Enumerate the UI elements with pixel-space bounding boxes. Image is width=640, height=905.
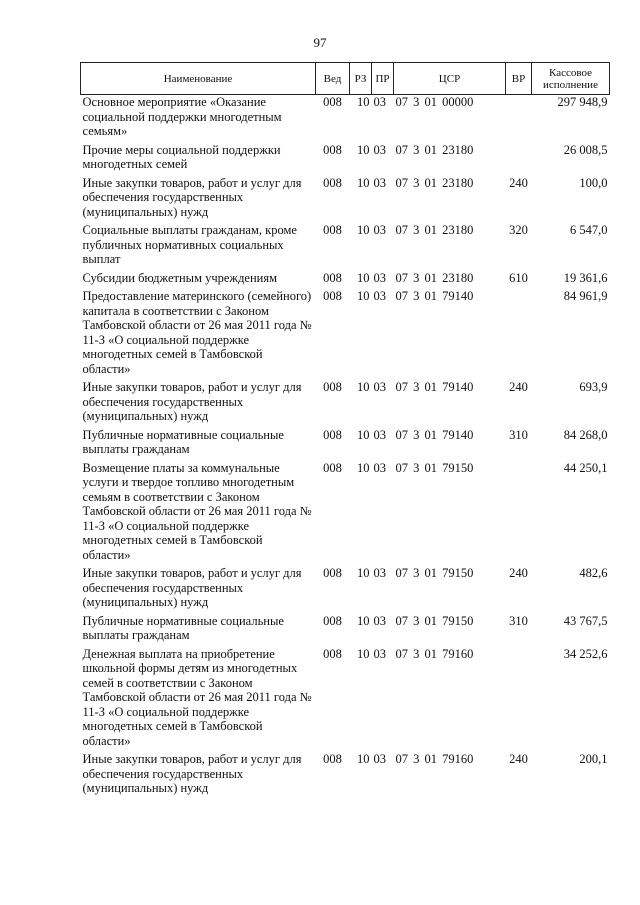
row-amount: 26 008,5 — [563, 142, 608, 157]
row-vr: 240 — [509, 566, 528, 580]
row-pr: 03 — [373, 380, 386, 394]
row-csr: 07 3 01 79140 — [395, 427, 474, 442]
row-vr: 310 — [509, 427, 528, 442]
row-amount: 693,9 — [579, 380, 608, 394]
row-amount: 100,0 — [579, 175, 608, 190]
row-csr: 07 3 01 79140 — [395, 289, 474, 303]
row-csr: 07 3 01 79150 — [395, 460, 474, 475]
row-csr: 07 3 01 79140 — [395, 380, 474, 394]
row-rz: 10 — [357, 427, 370, 442]
row-rz: 10 — [357, 95, 370, 109]
row-amount: 297 948,9 — [557, 95, 608, 109]
table-row — [81, 461, 610, 567]
page-number: 97 — [313, 35, 327, 50]
table-row — [81, 566, 610, 614]
row-ved: 008 — [323, 142, 342, 157]
table-row — [81, 271, 610, 290]
row-name: Публичные нормативные социальные выплаты гражданам — [82, 427, 284, 456]
row-pr: 03 — [373, 289, 386, 303]
table-row — [81, 380, 610, 428]
row-pr: 03 — [373, 95, 386, 109]
header-ved: Вед — [316, 63, 350, 95]
table-row — [81, 143, 610, 176]
row-amount: 43 767,5 — [563, 613, 608, 628]
row-vr: 320 — [509, 223, 528, 237]
row-amount: 19 361,6 — [563, 270, 608, 285]
row-name: Иные закупки товаров, работ и услуг для обеспечения государственных (муниципальных) нужд — [82, 566, 302, 609]
row-name: Иные закупки товаров, работ и услуг для обеспечения государственных (муниципальных) нужд — [82, 175, 302, 219]
header-vr: ВР — [506, 63, 532, 95]
row-vr — [506, 647, 532, 753]
row-pr: 03 — [373, 646, 386, 661]
row-rz: 10 — [357, 223, 370, 237]
row-pr: 03 — [373, 270, 386, 285]
row-csr: 07 3 01 79150 — [395, 566, 474, 580]
row-name: Предоставление материнского (семейного) капитала в соответствии с Законом Тамбовской области от 26 мая 2011 года № 11-З «О социальной поддержке многодетных семей в Тамбовской области» — [82, 289, 312, 376]
row-pr: 03 — [373, 142, 386, 157]
row-pr: 03 — [373, 613, 386, 628]
table-row — [81, 752, 610, 800]
row-amount: 200,1 — [579, 752, 608, 766]
row-amount: 84 268,0 — [563, 427, 608, 442]
row-ved: 008 — [323, 95, 342, 109]
budget-table — [80, 62, 610, 800]
row-ved: 008 — [323, 646, 342, 661]
row-rz: 10 — [357, 566, 370, 580]
header-amount: Кассовое исполнение — [532, 63, 610, 95]
row-rz: 10 — [357, 646, 370, 661]
row-amount: 6 547,0 — [570, 223, 608, 237]
header-csr: ЦСР — [394, 63, 506, 95]
row-ved: 008 — [323, 752, 342, 766]
row-csr: 07 3 01 00000 — [395, 95, 474, 109]
row-name: Прочие меры социальной поддержки многодетных семей — [82, 142, 281, 171]
row-ved: 008 — [323, 289, 342, 303]
row-name: Социальные выплаты гражданам, кроме публичных нормативных социальных выплат — [82, 223, 297, 266]
row-amount: 482,6 — [579, 566, 608, 580]
row-amount: 34 252,6 — [563, 646, 608, 661]
row-rz: 10 — [357, 380, 370, 394]
row-name: Публичные нормативные социальные выплаты гражданам — [82, 613, 284, 642]
row-ved: 008 — [323, 613, 342, 628]
row-pr: 03 — [373, 223, 386, 237]
row-rz: 10 — [357, 289, 370, 303]
row-vr — [506, 143, 532, 176]
row-ved: 008 — [323, 566, 342, 580]
row-amount: 84 961,9 — [563, 289, 608, 303]
row-rz: 10 — [357, 460, 370, 475]
row-csr: 07 3 01 79160 — [395, 646, 474, 661]
row-ved: 008 — [323, 427, 342, 442]
row-name: Иные закупки товаров, работ и услуг для обеспечения государственных (муниципальных) нужд — [82, 752, 302, 795]
row-vr: 240 — [509, 175, 528, 190]
table-row — [81, 614, 610, 647]
row-ved: 008 — [323, 380, 342, 394]
header-rz: РЗ — [350, 63, 372, 95]
row-rz: 10 — [357, 752, 370, 766]
row-ved: 008 — [323, 175, 342, 190]
row-rz: 10 — [357, 142, 370, 157]
row-name: Субсидии бюджетным учреждениям — [82, 270, 278, 285]
table-row — [81, 289, 610, 380]
row-name: Основное мероприятие «Оказание социальной поддержки многодетным семьям» — [82, 95, 282, 138]
row-vr: 310 — [509, 613, 528, 628]
table-row — [81, 95, 610, 143]
row-vr: 610 — [509, 270, 528, 285]
table-row — [81, 647, 610, 753]
row-ved: 008 — [323, 460, 342, 475]
table-row — [81, 428, 610, 461]
row-amount: 44 250,1 — [563, 460, 608, 475]
row-csr: 07 3 01 23180 — [395, 142, 474, 157]
row-pr: 03 — [373, 460, 386, 475]
row-vr: 240 — [509, 380, 528, 394]
row-rz: 10 — [357, 175, 370, 190]
row-rz: 10 — [357, 270, 370, 285]
row-rz: 10 — [357, 613, 370, 628]
table-row — [81, 223, 610, 271]
row-pr: 03 — [373, 752, 386, 766]
row-csr: 07 3 01 79150 — [395, 613, 474, 628]
table-body — [81, 95, 610, 800]
row-name: Денежная выплата на приобретение школьной формы детям из многодетных семей в соответствии с Законом Тамбовской области от 26 мая 2011 года № 11-З «О социальной поддержке многодетных семей в Тамбовской области» — [82, 646, 312, 748]
row-ved: 008 — [323, 270, 342, 285]
header-name: Наименование — [81, 63, 316, 95]
row-pr: 03 — [373, 566, 386, 580]
row-vr — [506, 95, 532, 143]
row-ved: 008 — [323, 223, 342, 237]
row-csr: 07 3 01 79160 — [395, 752, 474, 766]
row-csr: 07 3 01 23180 — [395, 270, 474, 285]
table-row — [81, 176, 610, 224]
row-pr: 03 — [373, 175, 386, 190]
row-vr — [506, 289, 532, 380]
row-csr: 07 3 01 23180 — [395, 223, 474, 237]
row-csr: 07 3 01 23180 — [395, 175, 474, 190]
row-name: Иные закупки товаров, работ и услуг для обеспечения государственных (муниципальных) нужд — [82, 380, 302, 423]
row-vr — [506, 461, 532, 567]
row-name: Возмещение платы за коммунальные услуги и твердое топливо многодетным семьям в соответствии с Законом Тамбовской области от 26 мая 2011 года № 11-З «О социальной поддержке многодетных семей в Тамбовской области» — [82, 460, 312, 562]
row-pr: 03 — [373, 427, 386, 442]
header-pr: ПР — [372, 63, 394, 95]
row-vr: 240 — [509, 752, 528, 766]
table-header — [81, 63, 610, 95]
